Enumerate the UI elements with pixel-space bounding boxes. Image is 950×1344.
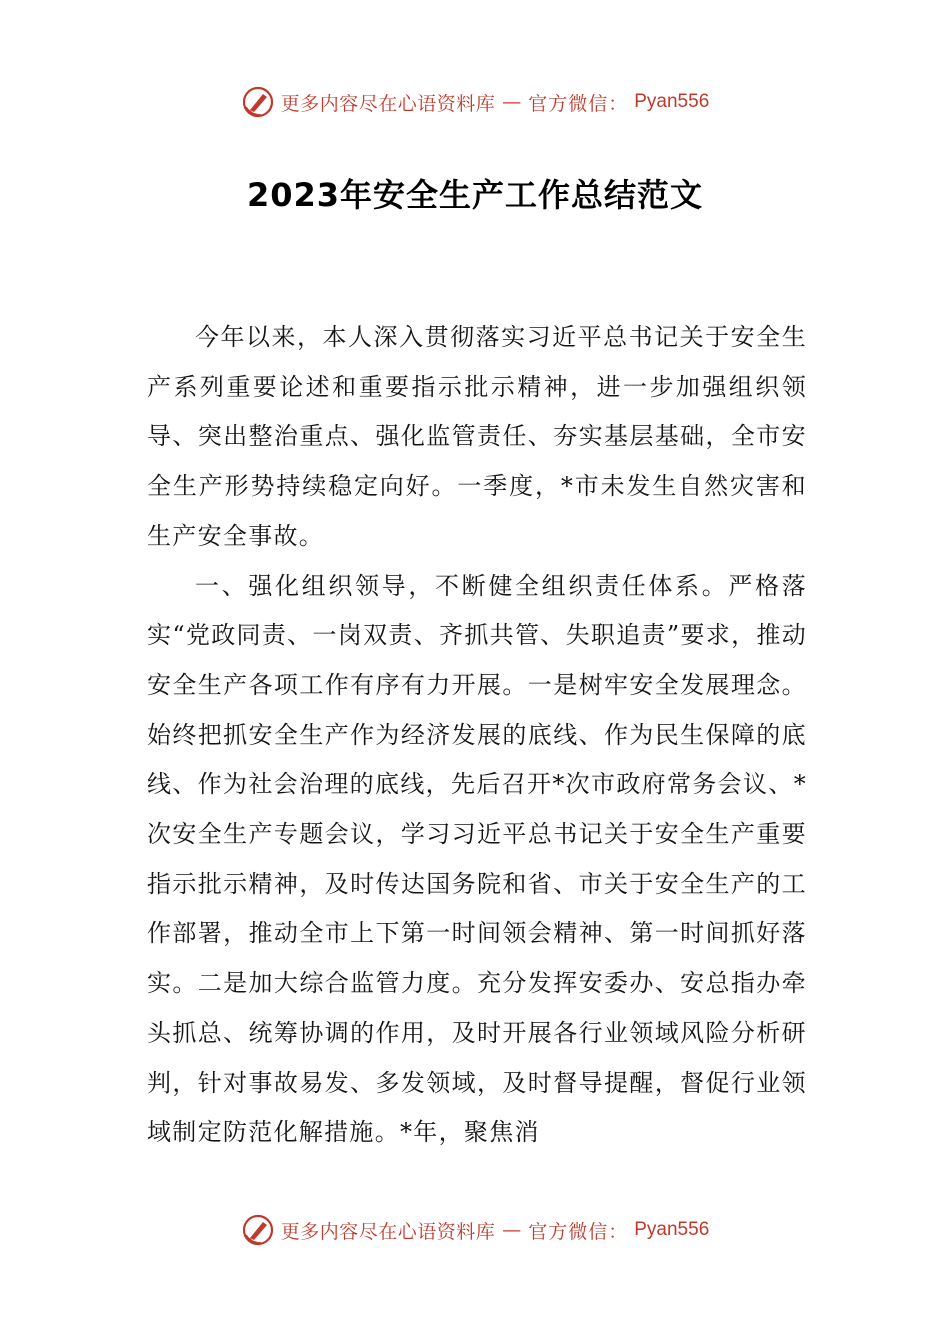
pen-logo-icon [241,85,275,119]
paragraph-intro: 今年以来，本人深入贯彻落实习近平总书记关于安全生产系列重要论述和重要指示批示精神，进一步加强组织领导、突出整治重点、强化监管责任、夯实基层基础，全市安全生产形势持续稳定向好。一季度，*市未发生自然灾害和生产安全事故。 [147,323,807,550]
banner-separator: — [502,91,522,113]
banner-brand-text: 更多内容尽在心语资料库 [280,92,496,115]
document-title: 2023年安全生产工作总结范文 [246,176,704,214]
banner-wechat-label: 官方微信： [528,92,629,115]
banner-wechat-label: 官方微信： [528,1220,629,1243]
paragraph-section-one: 一、强化组织领导，不断健全组织责任体系。严格落实“党政同责、一岗双责、齐抓共管、失职追责”要求，推动安全生产各项工作有序有力开展。一是树牢安全发展理念。始终把抓安全生产作为经济发展的底线、作为民生保障的底线、作为社会治理的底线，先后召开*次市政府常务会议、*次安全生产专题会议，学习习近平总书记关于安全生产重要指示批示精神，及时传达国务院和省、市关于安全生产的工作部署，推动全市上下第一时间领会精神、第一时间抓好落实。二是加大综合监管力度。充分发挥安委办、安总指办牵头抓总、统筹协调的作用，及时开展各行业领域风险分析研判，针对事故易发、多发领域，及时督导提醒，督促行业领域制定防范化解措施。*年，聚焦消 [147,571,807,1147]
pen-logo-icon [241,1213,275,1247]
banner-wechat-id: Pyan556 [634,1219,710,1240]
document-body [147,313,807,1158]
banner-wechat-id: Pyan556 [634,91,710,112]
footer-watermark-banner [0,1210,950,1250]
banner-separator: — [502,1219,522,1241]
banner-brand-text: 更多内容尽在心语资料库 [280,1220,496,1243]
header-watermark-banner [0,82,950,122]
